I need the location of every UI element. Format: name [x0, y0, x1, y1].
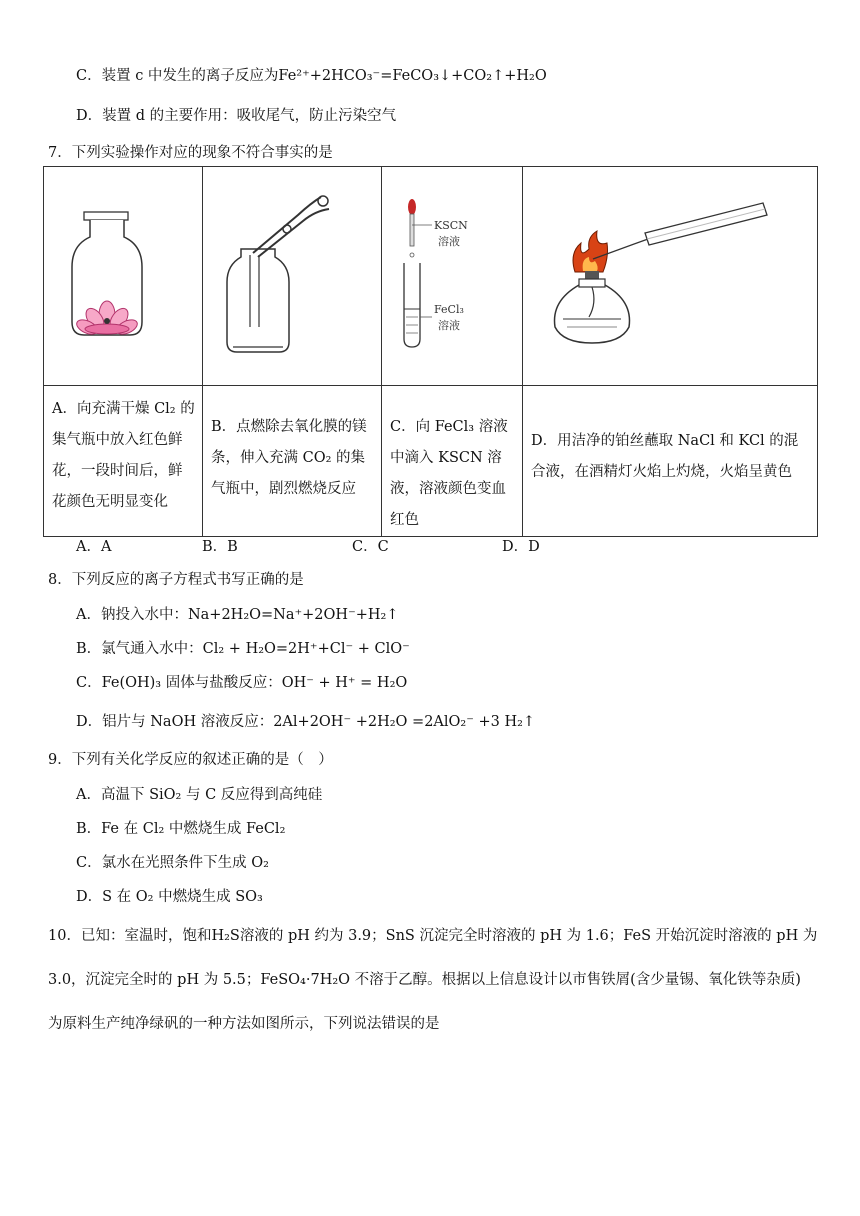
q7-experiment-table: [43, 166, 818, 537]
cell-d-figure: [523, 167, 818, 386]
q9-option-b[interactable]: B．Fe 在 Cl₂ 中燃烧生成 FeCl₂: [76, 821, 286, 837]
q7-stem: 7．下列实验操作对应的现象不符合事实的是: [48, 145, 333, 161]
cell-b-caption: B．点燃除去氧化膜的镁条，伸入充满 CO₂ 的集气瓶中，剧烈燃烧反应: [203, 386, 382, 537]
q9-option-a[interactable]: A．高温下 SiO₂ 与 C 反应得到高纯硅: [76, 787, 323, 803]
q10-line-1: 10．已知：室温时，饱和H₂S溶液的 pH 约为 3.9；SnS 沉淀完全时溶液的 pH 为 1.6；FeS 开始沉淀时溶液的 pH 为: [48, 928, 818, 944]
fecl3-solution-label: 溶液: [438, 319, 460, 332]
cell-c-figure: [382, 167, 523, 386]
fecl3-label: FeCl₃: [434, 303, 464, 316]
q7-choice-b[interactable]: B．B: [202, 539, 238, 555]
cell-c-caption: C．向 FeCl₃ 溶液中滴入 KSCN 溶液，溶液颜色变血红色: [382, 386, 523, 537]
cell-b-figure: [203, 167, 382, 386]
q8-option-d[interactable]: D．铝片与 NaOH 溶液反应：2Al+2OH⁻ +2H₂O =2AlO₂⁻ +3 H₂↑: [76, 714, 536, 730]
q9-stem: 9．下列有关化学反应的叙述正确的是（ ）: [48, 752, 333, 768]
dropper-test-tube-illustration: [382, 167, 523, 381]
gas-bottle-flower-illustration: [44, 167, 203, 381]
q8-stem: 8．下列反应的离子方程式书写正确的是: [48, 572, 304, 588]
cell-d-caption: D．用洁净的铂丝蘸取 NaCl 和 KCl 的混合液，在酒精灯火焰上灼烧，火焰呈黄色: [523, 386, 818, 537]
q7-choice-d[interactable]: D．D: [502, 539, 540, 555]
crucible-tongs-bottle-illustration: [203, 167, 382, 381]
q8-option-c[interactable]: C．Fe(OH)₃ 固体与盐酸反应：OH⁻ + H⁺ = H₂O: [76, 675, 408, 691]
cell-a-caption: A．向充满干燥 Cl₂ 的集气瓶中放入红色鲜花，一段时间后，鲜花颜色无明显变化: [44, 386, 203, 537]
q9-option-c[interactable]: C．氯水在光照条件下生成 O₂: [76, 855, 269, 871]
q7-choice-a[interactable]: A．A: [76, 539, 112, 555]
cell-a-figure: [44, 167, 203, 386]
alcohol-lamp-flame-test-illustration: [523, 167, 818, 381]
kscn-label: KSCN: [434, 219, 468, 232]
q10-line-3: 为原料生产纯净绿矾的一种方法如图所示，下列说法错误的是: [48, 1016, 440, 1032]
q7-choice-c[interactable]: C．C: [352, 539, 389, 555]
q8-option-b[interactable]: B．氯气通入水中：Cl₂ + H₂O=2H⁺+Cl⁻ + ClO⁻: [76, 641, 410, 657]
q10-line-2: 3.0，沉淀完全时的 pH 为 5.5；FeSO₄·7H₂O 不溶于乙醇。根据以上信息设计以市售铁屑(含少量锡、氧化铁等杂质): [48, 972, 801, 988]
q6-option-c: C．装置 c 中发生的离子反应为Fe²⁺+2HCO₃⁻=FeCO₃↓+CO₂↑+H₂O: [76, 68, 547, 84]
q8-option-a[interactable]: A．钠投入水中：Na+2H₂O=Na⁺+2OH⁻+H₂↑: [76, 607, 399, 623]
q9-option-d[interactable]: D．S 在 O₂ 中燃烧生成 SO₃: [76, 889, 263, 905]
kscn-solution-label: 溶液: [438, 235, 460, 248]
q6-option-d: D．装置 d 的主要作用：吸收尾气，防止污染空气: [76, 108, 397, 124]
